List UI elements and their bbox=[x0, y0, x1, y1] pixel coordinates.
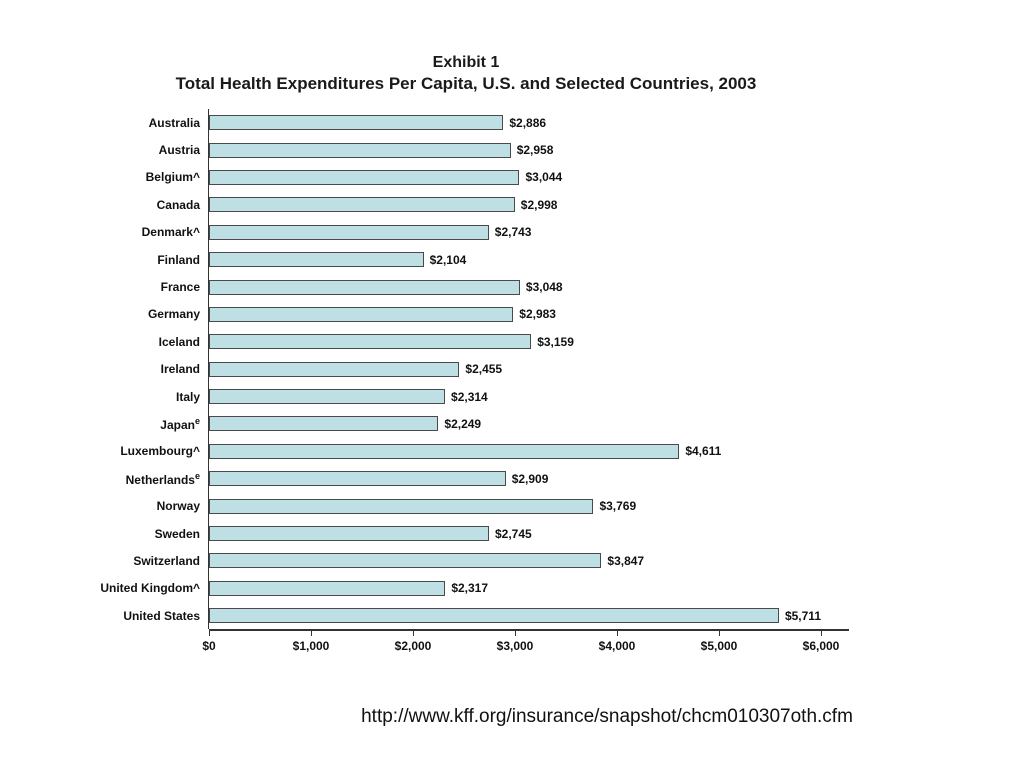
category-label-superscript: e bbox=[194, 470, 200, 481]
x-axis-tick-mark bbox=[719, 631, 720, 636]
x-axis-tick-mark bbox=[209, 631, 210, 636]
bar-row bbox=[60, 246, 872, 273]
bar-chart bbox=[60, 52, 872, 665]
bar-row bbox=[60, 410, 872, 437]
bar-value-label: $3,044 bbox=[525, 170, 563, 185]
bar-value-label: $2,909 bbox=[511, 471, 549, 486]
x-axis-tick-mark bbox=[515, 631, 516, 636]
bar-track bbox=[209, 362, 821, 377]
bar-value-label: $2,455 bbox=[465, 362, 503, 377]
bar-track bbox=[209, 252, 821, 267]
bar-value-label: $2,983 bbox=[519, 307, 556, 322]
bar-track bbox=[209, 225, 821, 240]
bar-track bbox=[209, 416, 821, 431]
bar bbox=[209, 307, 513, 322]
x-axis-tick-mark bbox=[311, 631, 312, 636]
bar-track bbox=[209, 115, 821, 130]
category-label: Netherlands$^e$ bbox=[125, 470, 200, 487]
bar-value-label: $2,104 bbox=[429, 252, 467, 267]
category-label: Italy bbox=[175, 389, 200, 404]
category-label: Australia bbox=[148, 115, 200, 130]
bar bbox=[209, 471, 506, 486]
bar bbox=[209, 499, 593, 514]
x-axis-tick-label: $2,000 bbox=[394, 639, 432, 654]
bar bbox=[209, 526, 489, 541]
bar bbox=[209, 362, 459, 377]
category-label: Germany bbox=[147, 307, 200, 322]
bar bbox=[209, 280, 520, 295]
bar-value-label: $3,159 bbox=[537, 334, 574, 349]
bar-row bbox=[60, 164, 872, 191]
bar-row bbox=[60, 520, 872, 547]
bar-value-label: $2,745 bbox=[494, 526, 532, 541]
bar bbox=[209, 115, 503, 130]
category-label: Luxembourg^ bbox=[120, 444, 200, 459]
chart-subtitle: Total Health Expenditures Per Capita, U.S. and Selected Countries, 2003 bbox=[175, 74, 757, 93]
category-label: Belgium^ bbox=[145, 170, 200, 185]
bar-row bbox=[60, 109, 872, 136]
bar-row bbox=[60, 438, 872, 465]
bar-track bbox=[209, 334, 821, 349]
bar-row bbox=[60, 191, 872, 218]
source-url: http://www.kff.org/insurance/snapshot/chcm010307oth.cfm bbox=[361, 706, 853, 727]
category-label: Norway bbox=[156, 499, 200, 514]
bar-value-label: $4,611 bbox=[685, 444, 722, 459]
bar-value-label: $2,886 bbox=[509, 115, 547, 130]
bar-value-label: $2,249 bbox=[444, 416, 482, 431]
category-label: Ireland bbox=[160, 362, 200, 377]
category-label: Canada bbox=[156, 197, 200, 212]
bar-value-label: $2,743 bbox=[494, 225, 532, 240]
bar-rows bbox=[60, 109, 872, 629]
bar-track bbox=[209, 280, 821, 295]
bar bbox=[209, 225, 489, 240]
x-axis-tick-label: $0 bbox=[202, 639, 216, 654]
bar-row bbox=[60, 219, 872, 246]
category-label: Switzerland bbox=[133, 553, 200, 568]
bar-value-label: $3,048 bbox=[525, 280, 563, 295]
category-label: Denmark^ bbox=[141, 225, 200, 240]
bar bbox=[209, 608, 779, 623]
x-axis-tick-mark bbox=[413, 631, 414, 636]
x-axis bbox=[202, 629, 849, 665]
bar-track bbox=[209, 608, 821, 623]
category-label: United Kingdom^ bbox=[100, 581, 200, 596]
bar bbox=[209, 170, 519, 185]
bar-row bbox=[60, 547, 872, 574]
category-label: United States bbox=[123, 608, 200, 623]
bar-row bbox=[60, 301, 872, 328]
bar-row bbox=[60, 492, 872, 519]
bar-value-label: $2,314 bbox=[451, 389, 488, 404]
bar-track bbox=[209, 389, 821, 404]
category-label: Japan$^e$ bbox=[160, 415, 200, 432]
bar-row bbox=[60, 328, 872, 355]
x-axis-tick-label: $1,000 bbox=[292, 639, 330, 654]
bar-track bbox=[209, 143, 821, 158]
bar-track bbox=[209, 581, 821, 596]
bar-row bbox=[60, 575, 872, 602]
bar-row bbox=[60, 602, 872, 629]
bar-value-label: $3,769 bbox=[599, 499, 637, 514]
bar-track bbox=[209, 197, 821, 212]
x-axis-tick-label: $4,000 bbox=[598, 639, 636, 654]
bar-track bbox=[209, 499, 821, 514]
x-axis-tick-label: $3,000 bbox=[496, 639, 534, 654]
category-label: Austria bbox=[158, 143, 200, 158]
bar-value-label: $3,847 bbox=[607, 553, 645, 568]
x-axis-tick-label: $6,000 bbox=[802, 639, 840, 654]
bar bbox=[209, 252, 424, 267]
bar-track bbox=[209, 553, 821, 568]
bar bbox=[209, 334, 531, 349]
x-axis-tick-mark bbox=[617, 631, 618, 636]
category-label-superscript: e bbox=[194, 415, 200, 426]
bar bbox=[209, 553, 601, 568]
bar bbox=[209, 416, 438, 431]
bar-value-label: $5,711 bbox=[784, 608, 821, 623]
category-label: Finland bbox=[157, 252, 200, 267]
bar bbox=[209, 143, 511, 158]
bar-track bbox=[209, 471, 821, 486]
bar-row bbox=[60, 273, 872, 300]
bar bbox=[209, 197, 515, 212]
bar-track bbox=[209, 526, 821, 541]
bar-row bbox=[60, 465, 872, 492]
x-axis-tick-mark bbox=[821, 631, 822, 636]
bar-value-label: $2,317 bbox=[451, 581, 489, 596]
x-axis-tick-label: $5,000 bbox=[700, 639, 738, 654]
category-label: France bbox=[160, 280, 200, 295]
bar-track bbox=[209, 170, 821, 185]
bar-row bbox=[60, 383, 872, 410]
bar bbox=[209, 389, 445, 404]
bar-value-label: $2,998 bbox=[520, 197, 558, 212]
chart-title: Exhibit 1 bbox=[432, 54, 500, 71]
bar bbox=[209, 444, 679, 459]
bar-row bbox=[60, 356, 872, 383]
bar bbox=[209, 581, 445, 596]
bar-row bbox=[60, 136, 872, 163]
category-label: Iceland bbox=[158, 334, 200, 349]
category-label: Sweden bbox=[154, 526, 200, 541]
bar-track bbox=[209, 307, 821, 322]
bar-track bbox=[209, 444, 821, 459]
bar-value-label: $2,958 bbox=[516, 143, 554, 158]
